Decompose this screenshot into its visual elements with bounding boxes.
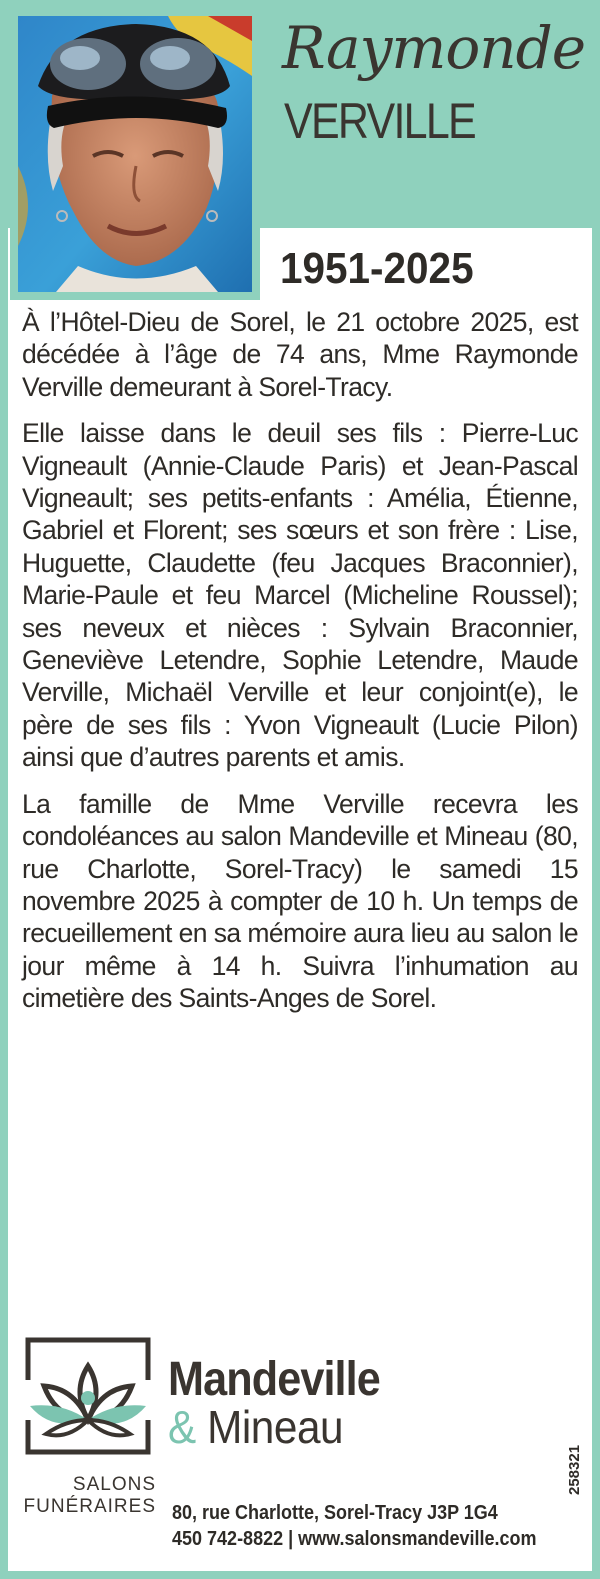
brand-mineau: Mineau xyxy=(195,1401,344,1453)
salons-line2: FUNÉRAIRES xyxy=(23,1496,156,1517)
paragraph-condolences: La famille de Mme Verville recevra les condoléances au salon Mandeville et Mineau (80, rue Charlotte, Sorel-Tracy) le samedi 15 novembre 2025 à compter de 10 h. Un temps de recueillement en sa mémoire aura lieu au salon le jour même à 14 h. Suivra l’inhumation au cimetière des Saints-Anges de Sorel. xyxy=(22,788,578,1014)
footer-address-block xyxy=(172,1500,537,1552)
brand-name-line1: Mandeville xyxy=(168,1353,380,1406)
deceased-first-name: Raymonde xyxy=(282,14,586,82)
footer-address: 80, rue Charlotte, Sorel-Tracy J3P 1G4 xyxy=(172,1502,498,1524)
brand-ampersand: & xyxy=(168,1401,196,1453)
salons-line1: SALONS xyxy=(72,1474,156,1495)
paragraph-death: À l’Hôtel-Dieu de Sorel, le 21 octobre 2025, est décédée à l’âge de 74 ans, Mme Raymonde Verville demeurant à Sorel-Tracy. xyxy=(22,307,578,402)
lotus-flower-icon xyxy=(22,1336,154,1456)
paragraph-family: Elle laisse dans le deuil ses fils : Pierre-Luc Vigneault (Annie-Claude Paris) et Jean-Pascal Vigneault; ses petits-enfants : Amélia, Étienne, Gabriel et Florent; ses sœurs et son frère : Lise, Huguette, Claudette (feu Jacques Braconnier), Marie-Paule et feu Marcel (Micheline Roussel); ses neveux et nièces : Sylvain Braconnier, Geneviève Letendre, Sophie Letendre, Maude Verville, Michaël Verville et leur conjoint(e), le père de ses fils : Yvon Vigneault (Lucie Pilon) ainsi que d’autres parents et amis. xyxy=(22,418,578,773)
brand-name-line2 xyxy=(168,1400,343,1454)
footer-contact: 450 742-8822 | www.salonsmandeville.com xyxy=(172,1528,537,1550)
life-years: 1951-2025 xyxy=(280,244,474,293)
reference-number: 258321 xyxy=(566,1444,583,1495)
portrait-photo xyxy=(10,8,260,300)
salons-funeraires-label xyxy=(22,1474,156,1518)
obituary-body xyxy=(22,306,578,1029)
deceased-last-name: VERVILLE xyxy=(284,93,476,149)
reference-number-wrap xyxy=(566,1444,586,1565)
